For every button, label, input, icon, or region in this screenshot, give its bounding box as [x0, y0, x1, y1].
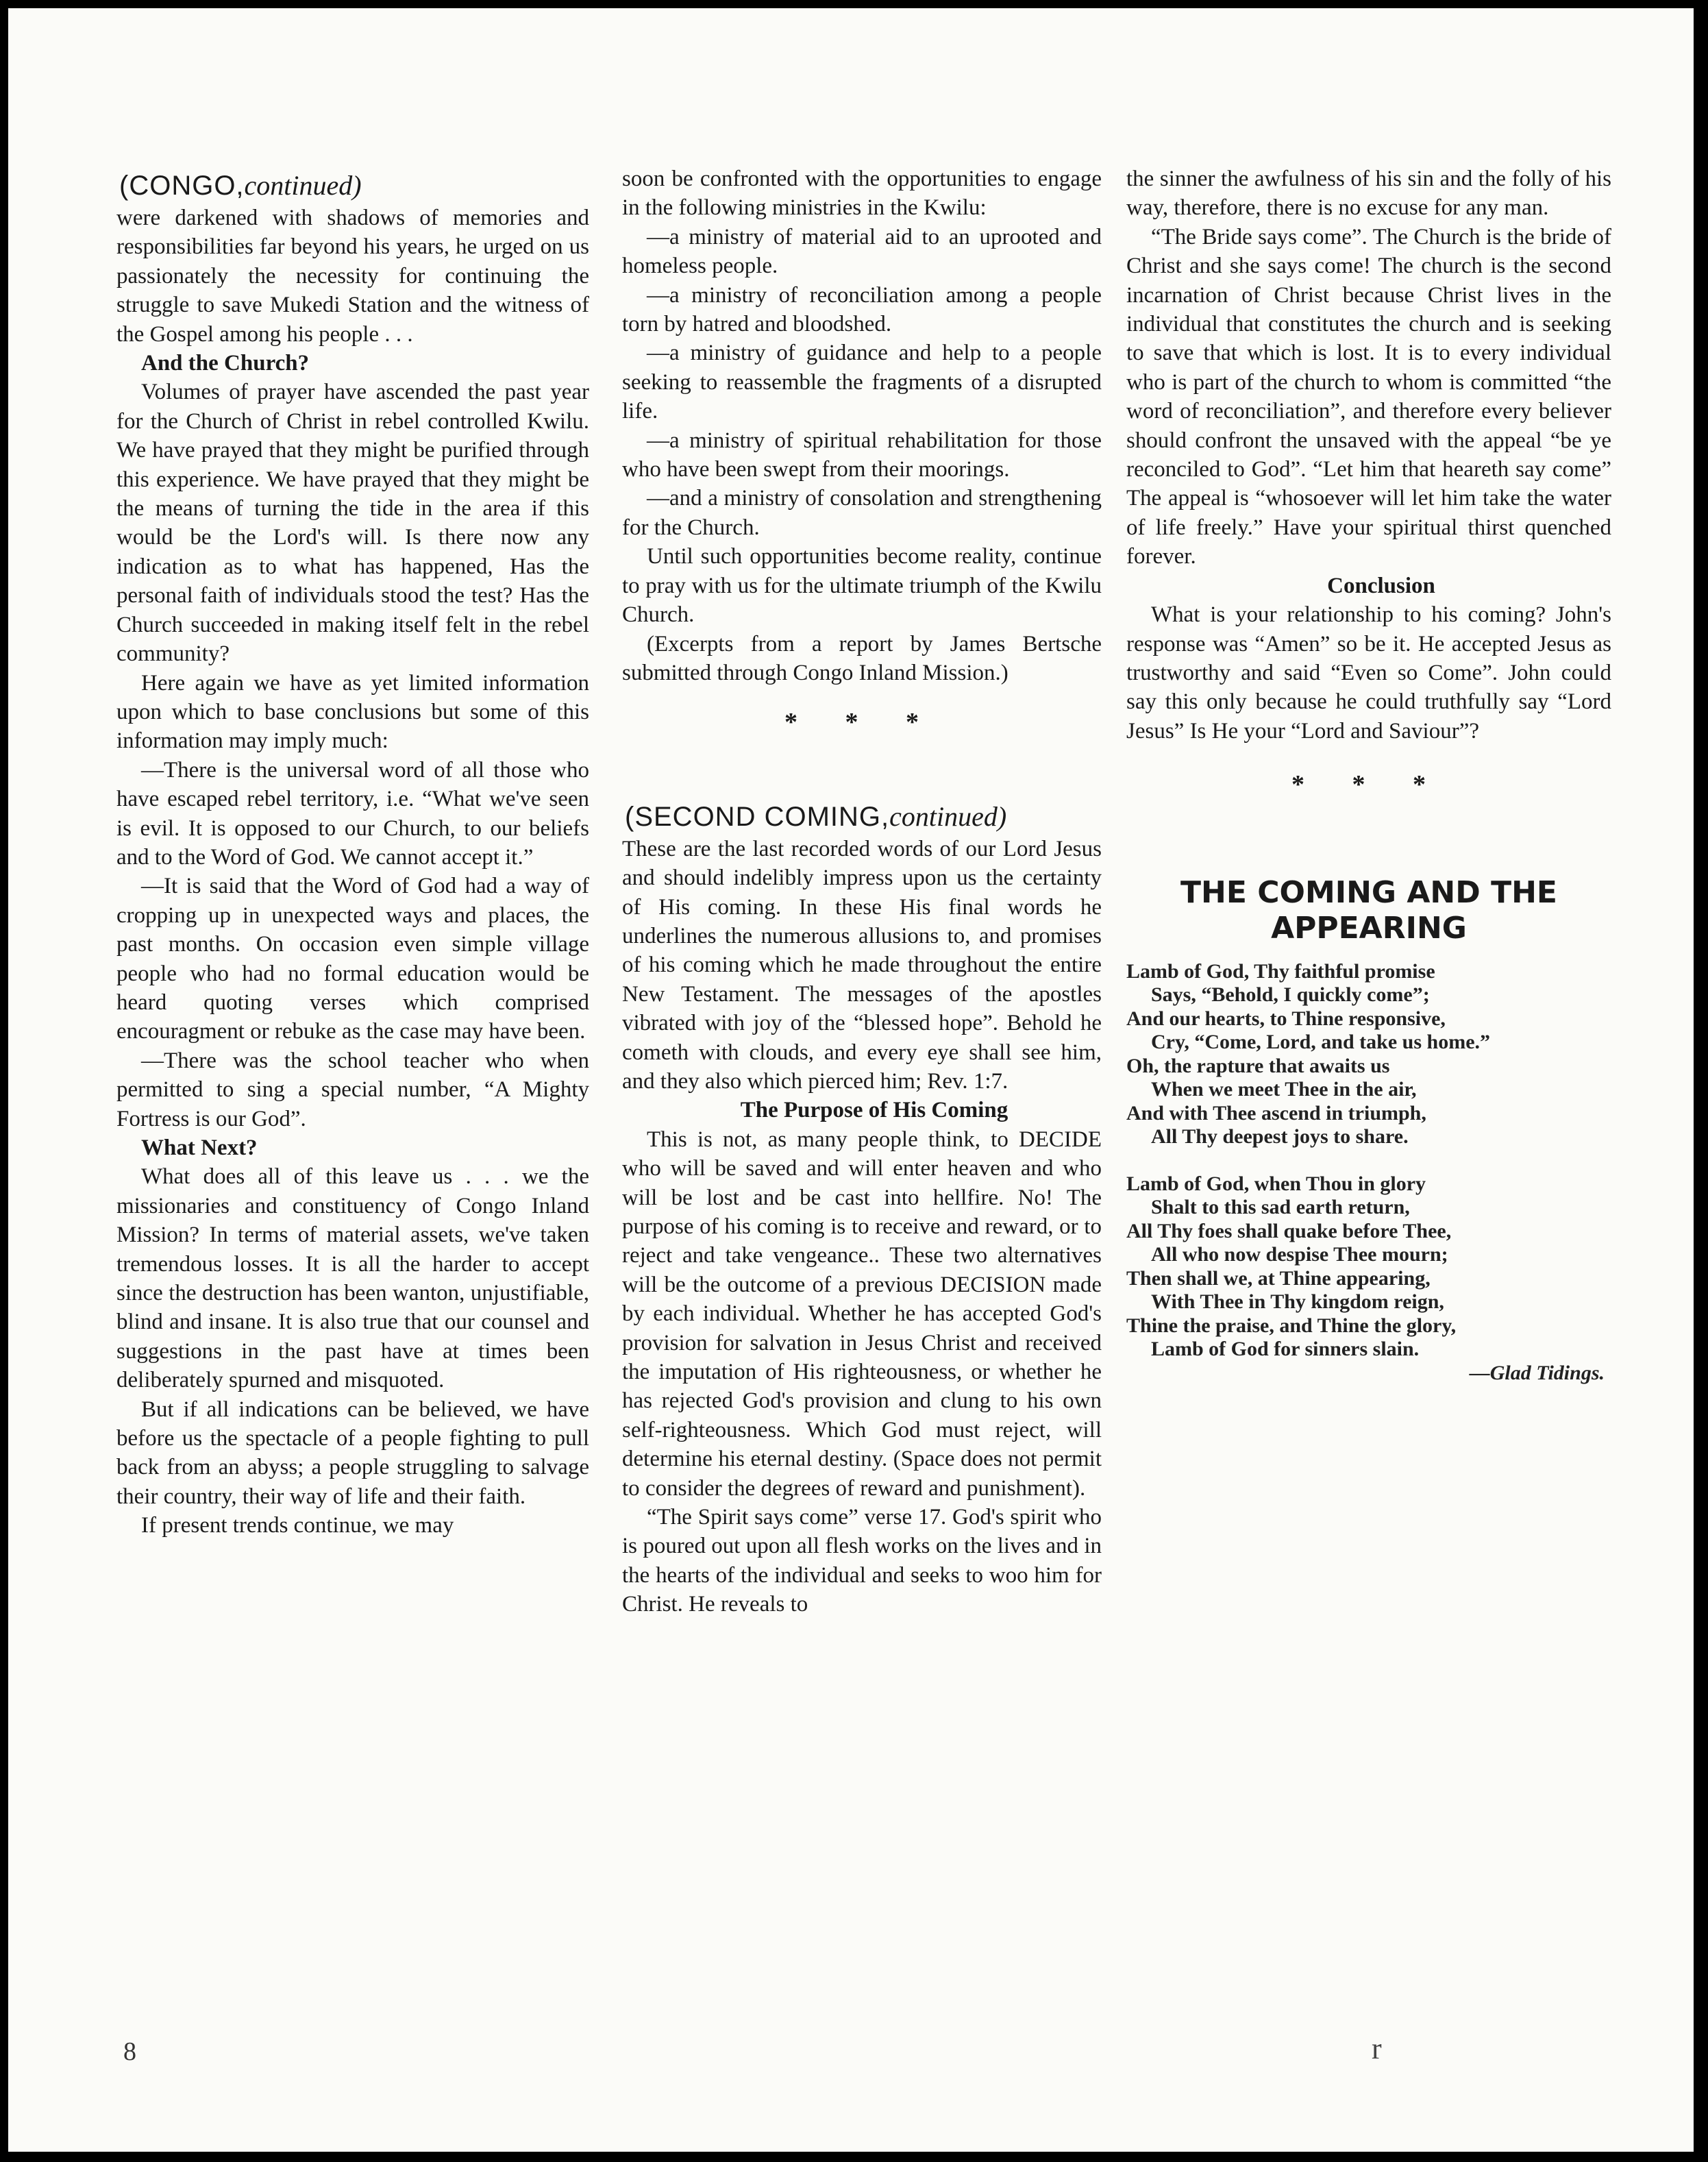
poem-line: And our hearts, to Thine responsive, — [1126, 1007, 1446, 1030]
heading-continued: continued) — [244, 170, 362, 201]
paragraph: —It is said that the Word of God had a way of cropping up in unexpected ways and places, the past months. On occasion even simple village people who had no formal education would be heard quoting verses which comprised encouragment or rebuke as the case may have been. — [116, 874, 589, 1044]
poem-line: With Thee in Thy kingdom reign, — [1151, 1290, 1444, 1314]
poem-line: When we meet Thee in the air, — [1151, 1078, 1417, 1101]
column-right — [1126, 164, 1611, 1385]
poem-title-line: APPEARING — [1271, 910, 1467, 946]
section-divider: * * * — [1291, 770, 1446, 800]
paragraph: soon be confronted with the opportunities to engage in the following ministries in the Kwilu: — [622, 167, 1102, 221]
poem-line: And with Thee ascend in triumph, — [1126, 1101, 1426, 1125]
masthead-fragment: r — [1372, 2032, 1383, 2065]
poem-line: Then shall we, at Thine appearing, — [1126, 1266, 1431, 1290]
paragraph: —There is the universal word of all those who have escaped rebel territory, i.e. “What we've seen is evil. It is opposed to our Church, to our beliefs and to the Word of God. We cannot accept it.” — [116, 757, 589, 870]
list-item: —and a ministry of consolation and strengthening for the Church. — [622, 486, 1102, 540]
paragraph: —There was the school teacher who when permitted to sing a special number, “A Mighty Fortress is our God”. — [116, 1048, 589, 1131]
poem-line: Cry, “Come, Lord, and take us home.” — [1151, 1031, 1491, 1054]
paragraph: were darkened with shadows of memories and responsibilities far beyond his years, he urged on us passionately the necessity for continuing the struggle to save Mukedi Station and the witness of the Gospel among his people . . . — [116, 206, 589, 347]
section-divider: * * * — [784, 708, 939, 737]
paragraph: If present trends continue, we may — [141, 1513, 454, 1538]
paragraph: But if all indications can be believed, we have before us the spectacle of a people fighting to pull back from an abyss; a people struggling to salvage their country, their way of life and their faith. — [116, 1397, 589, 1509]
congo-continued-heading — [119, 168, 589, 204]
poem — [1126, 960, 1611, 1386]
paragraph: What is your relationship to his coming? John's response was “Amen” so be it. He accepted Jesus as trustworthy and said “Even so Come”. John could say this only because he could truthfully say “Lord Jesus” Is He your “Lord and Saviour”? — [1126, 602, 1611, 744]
poem-title — [1126, 875, 1611, 946]
paragraph: Until such opportunities become reality, continue to pray with us for the ultimate triumph of the Kwilu Church. — [622, 544, 1102, 628]
poem-attribution: —Glad Tidings. — [1469, 1361, 1605, 1384]
heading-continued: continued) — [889, 800, 1007, 832]
poem-line: Lamb of God, when Thou in glory — [1126, 1172, 1426, 1195]
paragraph: (Excerpts from a report by James Bertsche submitted through Congo Inland Mission.) — [622, 631, 1102, 685]
paragraph: These are the last recorded words of our Lord Jesus and should indelibly impress upon us the certainty of His coming. In these His final words he underlines the numerous allusions to, and promises of his coming which he made throughout the entire New Testament. The messages of the apostles vibrated with joy of the “blessed hope”. Behold he cometh with clouds, and every eye shall see him, and they also which pierced him; Rev. 1:7. — [622, 836, 1102, 1094]
list-item: —a ministry of guidance and help to a people seeking to reassemble the fragments of a disrupted life. — [622, 341, 1102, 424]
page-number: 8 — [123, 2037, 136, 2066]
poem-line: Thine the praise, and Thine the glory, — [1126, 1314, 1457, 1337]
second-coming-continued-heading — [625, 799, 1102, 835]
list-item: —a ministry of material aid to an uprooted and homeless people. — [622, 224, 1102, 279]
paragraph: the sinner the awfulness of his sin and the folly of his way, therefore, there is no excuse for any man. — [1126, 167, 1611, 221]
paragraph: “The Bride says come”. The Church is the bride of Christ and she says come! The church is the second incarnation of Christ because Christ lives in the individual that constitutes the church and is seeking to save that which is lost. It is to every individual who is part of the church to whom is committed “the word of reconciliation”, and therefore every believer should confront the unsaved with the appeal “be ye reconciled to God”. “Let him that heareth say come” The appeal is “whosoever will let him take the water of life freely.” Have your spiritual thirst quenched forever. — [1126, 224, 1611, 569]
paragraph: Here again we have as yet limited information upon which to base conclusions but some of this information may imply much: — [116, 670, 589, 754]
paragraph: Volumes of prayer have ascended the past year for the Church of Christ in rebel controlled Kwilu. We have prayed that they might be purified through this experience. We have prayed that they might be the means of turning the tide in the area if this would be the Lord's will. Is there now any indication as to what has happened, Has the personal faith of individuals stood the test? Has the Church succeeded in making itself felt in the rebel community? — [116, 380, 589, 667]
poem-line: Shalt to this sad earth return, — [1151, 1196, 1410, 1219]
poem-line: Lamb of God, Thy faithful promise — [1126, 959, 1435, 983]
column-left — [116, 168, 589, 1540]
heading-main: (CONGO, — [119, 171, 245, 201]
poem-title-line: THE COMING AND THE — [1180, 874, 1557, 910]
poem-line: Says, “Behold, I quickly come”; — [1151, 983, 1430, 1007]
subheading-conclusion: Conclusion — [1327, 573, 1435, 598]
poem-line: All who now despise Thee mourn; — [1151, 1243, 1448, 1266]
poem-line: All Thy foes shall quake before Thee, — [1126, 1219, 1452, 1242]
list-item: —a ministry of spiritual rehabilitation for those who have been swept from their moorings. — [622, 428, 1102, 482]
heading-main: (SECOND COMING, — [625, 801, 890, 832]
paragraph: What does all of this leave us . . . we the missionaries and constituency of Congo Inland Mission? In terms of material assets, we've taken tremendous losses. It is all the harder to accept since the destruction has been wanton, unjustifiable, blind and insane. It is also true that our counsel and suggestions in the past have at times been deliberately spurned and misquoted. — [116, 1164, 589, 1393]
subheading-and-the-church: And the Church? — [141, 351, 310, 376]
subheading-what-next: What Next? — [141, 1135, 258, 1160]
poem-line: All Thy deepest joys to share. — [1151, 1125, 1409, 1148]
poem-line: Lamb of God for sinners slain. — [1151, 1338, 1420, 1361]
paragraph: This is not, as many people think, to DECIDE who will be saved and will enter heaven and who will be lost and be cast into hellfire. No! The purpose of his coming is to receive and reward, or to reject and take vengeance.. These two alternatives will be the outcome of a previous DECISION made by each individual. Whether he has accepted God's provision for salvation in Jesus Christ and received the imputation of His righteousness, or whether he has rejected God's provision and clung to his own self-righteousness. Which God must reject, will determine his eternal destiny. (Space does not permit to consider the degrees of reward and punishment). — [622, 1127, 1102, 1501]
column-middle — [622, 164, 1102, 1619]
poem-line: Oh, the rapture that awaits us — [1126, 1054, 1390, 1077]
list-item: —a ministry of reconciliation among a people torn by hatred and bloodshed. — [622, 282, 1102, 337]
paragraph: “The Spirit says come” verse 17. God's spirit who is poured out upon all flesh works on the lives and in the hearts of the individual and seeks to woo him for Christ. He reveals to — [622, 1505, 1102, 1617]
subheading-purpose: The Purpose of His Coming — [740, 1098, 1008, 1123]
page — [8, 8, 1694, 2152]
